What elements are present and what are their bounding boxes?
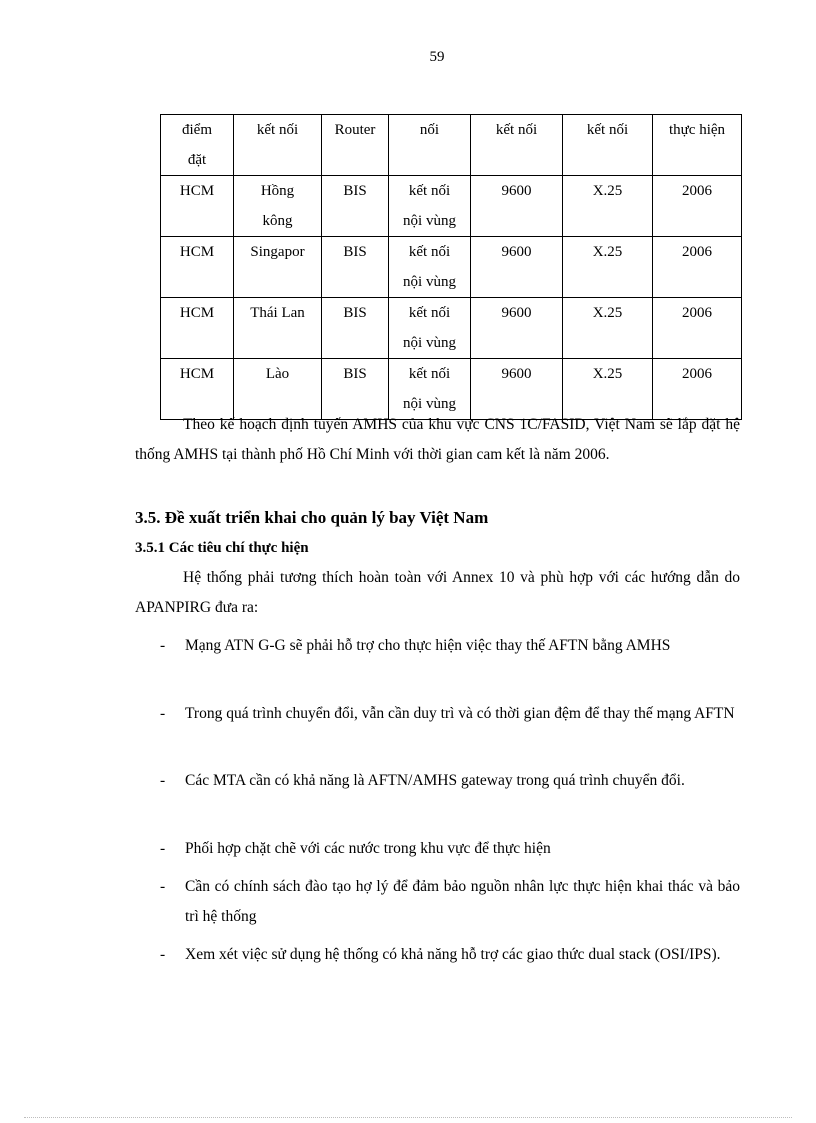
cell-line: Singapor [250,244,305,260]
table-cell [389,298,471,359]
cell-line: kông [262,213,293,229]
bullet-dash: - [160,637,166,654]
cell-line: kết nối [408,366,451,382]
bullet-dash: - [160,705,166,722]
cell-line: BIS [343,366,367,382]
table-cell [322,115,389,176]
paragraph-plan: Theo kế hoạch định tuyến AMHS của khu vực CNS 1C/FASID, Việt Nam sẽ lắp đặt hệ thống AMHS tại thành phố Hồ Chí Minh với thời gian cam kết là năm 2006. [135,416,740,463]
cell-line: điểm [182,122,212,138]
table-cell [161,176,234,237]
cell-line: nội vùng [403,396,456,412]
bullet-text: Xem xét việc sử dụng hệ thống có khả năng hỗ trợ các giao thức dual stack (OSI/IPS). [185,946,721,963]
cell-line: kết nối [408,305,451,321]
cell-line: kết nối [408,244,451,260]
cell-line: kết nối [586,122,629,138]
table-row [161,176,742,237]
cell-line: đặt [187,152,207,168]
bullet-text: Mạng ATN G-G sẽ phải hỗ trợ cho thực hiện việc thay thế AFTN bằng AMHS [185,637,671,654]
bullet-dash: - [160,946,166,963]
table-cell [322,298,389,359]
table-cell [563,115,653,176]
cell-line: nội vùng [403,274,456,290]
cell-line: 9600 [501,244,532,260]
bullet-text: Cần có chính sách đào tạo hợ lý để đảm bảo nguồn nhân lực thực hiện khai thác và bảo trì hệ thống [185,878,740,925]
cell-line: Thái Lan [250,305,305,321]
cell-line: BIS [343,305,367,321]
section-heading: 3.5. Đề xuất triển khai cho quản lý bay Việt Nam [135,508,489,527]
cell-line: 2006 [682,183,712,199]
bullet-item [160,872,740,932]
bullet-item [160,631,740,661]
subsection-heading: 3.5.1 Các tiêu chí thực hiện [135,540,309,556]
bullet-item [160,699,740,729]
cell-line: X.25 [592,366,623,382]
table-cell [161,298,234,359]
cell-line: Lào [265,366,290,382]
bullet-text: Phối hợp chặt chẽ với các nước trong khu vực để thực hiện [185,840,551,857]
table-cell [234,237,322,298]
cell-line: kết nối [408,183,451,199]
cell-line: 9600 [501,305,532,321]
table-cell [563,298,653,359]
cell-line: X.25 [592,244,623,260]
table-cell [389,237,471,298]
table-cell [653,298,742,359]
table-cell [161,237,234,298]
bullet-item [160,766,740,796]
cell-line: thực hiện [668,122,726,138]
table-cell [563,237,653,298]
table-cell [389,115,471,176]
cell-line: X.25 [592,305,623,321]
cell-line: X.25 [592,183,623,199]
bullet-item [160,940,740,970]
connection-table [160,114,742,420]
table-cell [471,298,563,359]
bullet-dash: - [160,772,166,789]
bullet-item [160,834,740,864]
table-cell [161,115,234,176]
table-cell [471,237,563,298]
table-cell [322,176,389,237]
cell-line: 2006 [682,305,712,321]
table-row [161,115,742,176]
cell-line: HCM [179,244,215,260]
bullet-dash: - [160,840,166,857]
paragraph-requirements: Hệ thống phải tương thích hoàn toàn với Annex 10 và phù hợp với các hướng dẫn do APANPIRG đưa ra: [135,569,740,616]
cell-line: HCM [179,366,215,382]
cell-line: BIS [343,183,367,199]
cell-line: kết nối [256,122,299,138]
table-cell [234,115,322,176]
table-cell [471,176,563,237]
cell-line: nối [419,122,440,138]
table-cell [234,298,322,359]
cell-line: HCM [179,305,215,321]
table-row [161,237,742,298]
bullet-dash: - [160,878,166,895]
cell-line: HCM [179,183,215,199]
cell-line: 9600 [501,183,532,199]
page-number: 59 [429,49,445,65]
table-cell [653,176,742,237]
cell-line: nội vùng [403,335,456,351]
cell-line: Hồng [260,183,295,199]
bullet-text: Trong quá trình chuyển đổi, vẫn cần duy trì và có thời gian đệm để thay thế mạng AFTN [185,705,735,722]
cell-line: Router [334,122,376,138]
cell-line: kết nối [495,122,538,138]
cell-line: BIS [343,244,367,260]
cell-line: 2006 [682,244,712,260]
table-cell [563,176,653,237]
cell-line: 9600 [501,366,532,382]
table-row [161,298,742,359]
table-cell [653,237,742,298]
table-cell [322,237,389,298]
table-cell [389,176,471,237]
table-cell [471,115,563,176]
table-cell [234,176,322,237]
table-cell [653,115,742,176]
bullet-text: Các MTA cần có khả năng là AFTN/AMHS gateway trong quá trình chuyển đổi. [185,772,685,789]
cell-line: 2006 [682,366,712,382]
cell-line: nội vùng [403,213,456,229]
page-bottom-border [24,1117,792,1118]
